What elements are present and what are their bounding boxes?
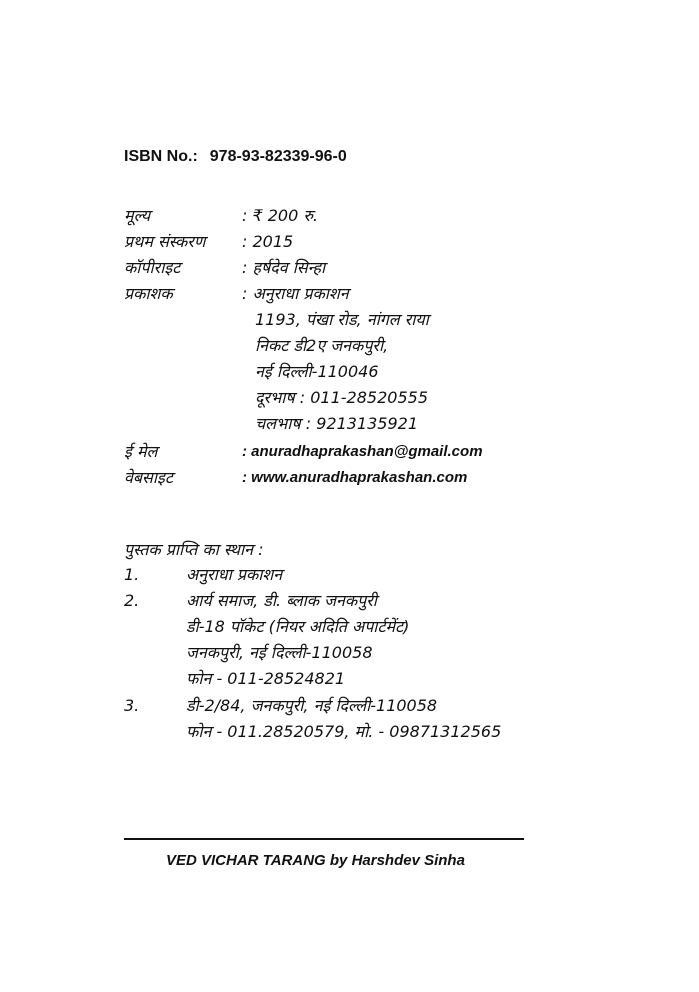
price-label: मूल्य <box>124 206 151 225</box>
footer-divider <box>124 838 524 840</box>
copyright-value: : हर्षदेव सिन्हा <box>242 258 326 277</box>
isbn-value: 978-93-82339-96-0 <box>209 148 347 165</box>
address-line: निकट डी2ए जनकपुरी, <box>255 336 389 355</box>
availability-heading: पुस्तक प्राप्ति का स्थान : <box>124 540 264 559</box>
item-text: डी-2/84, जनकपुरी, नई दिल्ली-110058 <box>186 696 438 715</box>
edition-label: प्रथम संस्करण <box>124 232 206 251</box>
website-label: वेबसाइट <box>124 468 173 487</box>
footer-title: VED VICHAR TARANG by Harshdev Sinha <box>166 852 465 869</box>
copyright-label: कॉपीराइट <box>124 258 181 277</box>
email-value: : anuradhaprakashan@gmail.com <box>242 443 483 460</box>
price-value: : ₹ 200 रु. <box>242 206 319 225</box>
item-line: फोन - 011.28520579, मो. - 09871312565 <box>186 722 502 741</box>
isbn-label: ISBN No.: <box>124 148 198 165</box>
publisher-label: प्रकाशक <box>124 284 173 303</box>
mobile-line: चलभाष : 9213135921 <box>255 414 419 433</box>
address-line: नई दिल्ली-110046 <box>255 362 379 381</box>
email-label: ई मेल <box>124 442 158 461</box>
website-value: : www.anuradhaprakashan.com <box>242 469 468 486</box>
address-line: 1193, पंखा रोड, नांगल राया <box>255 310 429 329</box>
item-text: आर्य समाज, डी. ब्लाक जनकपुरी <box>186 591 377 610</box>
item-number: 2. <box>124 591 140 610</box>
item-number: 3. <box>124 696 140 715</box>
phone-line: दूरभाष : 011-28520555 <box>255 388 428 407</box>
isbn-line <box>124 148 347 166</box>
publisher-value: : अनुराधा प्रकाशन <box>242 284 349 303</box>
item-number: 1. <box>124 565 140 584</box>
item-line: फोन - 011-28524821 <box>186 669 346 688</box>
item-line: जनकपुरी, नई दिल्ली-110058 <box>186 643 373 662</box>
edition-value: : 2015 <box>242 232 294 251</box>
item-text: अनुराधा प्रकाशन <box>186 565 283 584</box>
item-line: डी-18 पॉकेट (नियर अदिति अपार्टमेंट) <box>186 617 410 636</box>
